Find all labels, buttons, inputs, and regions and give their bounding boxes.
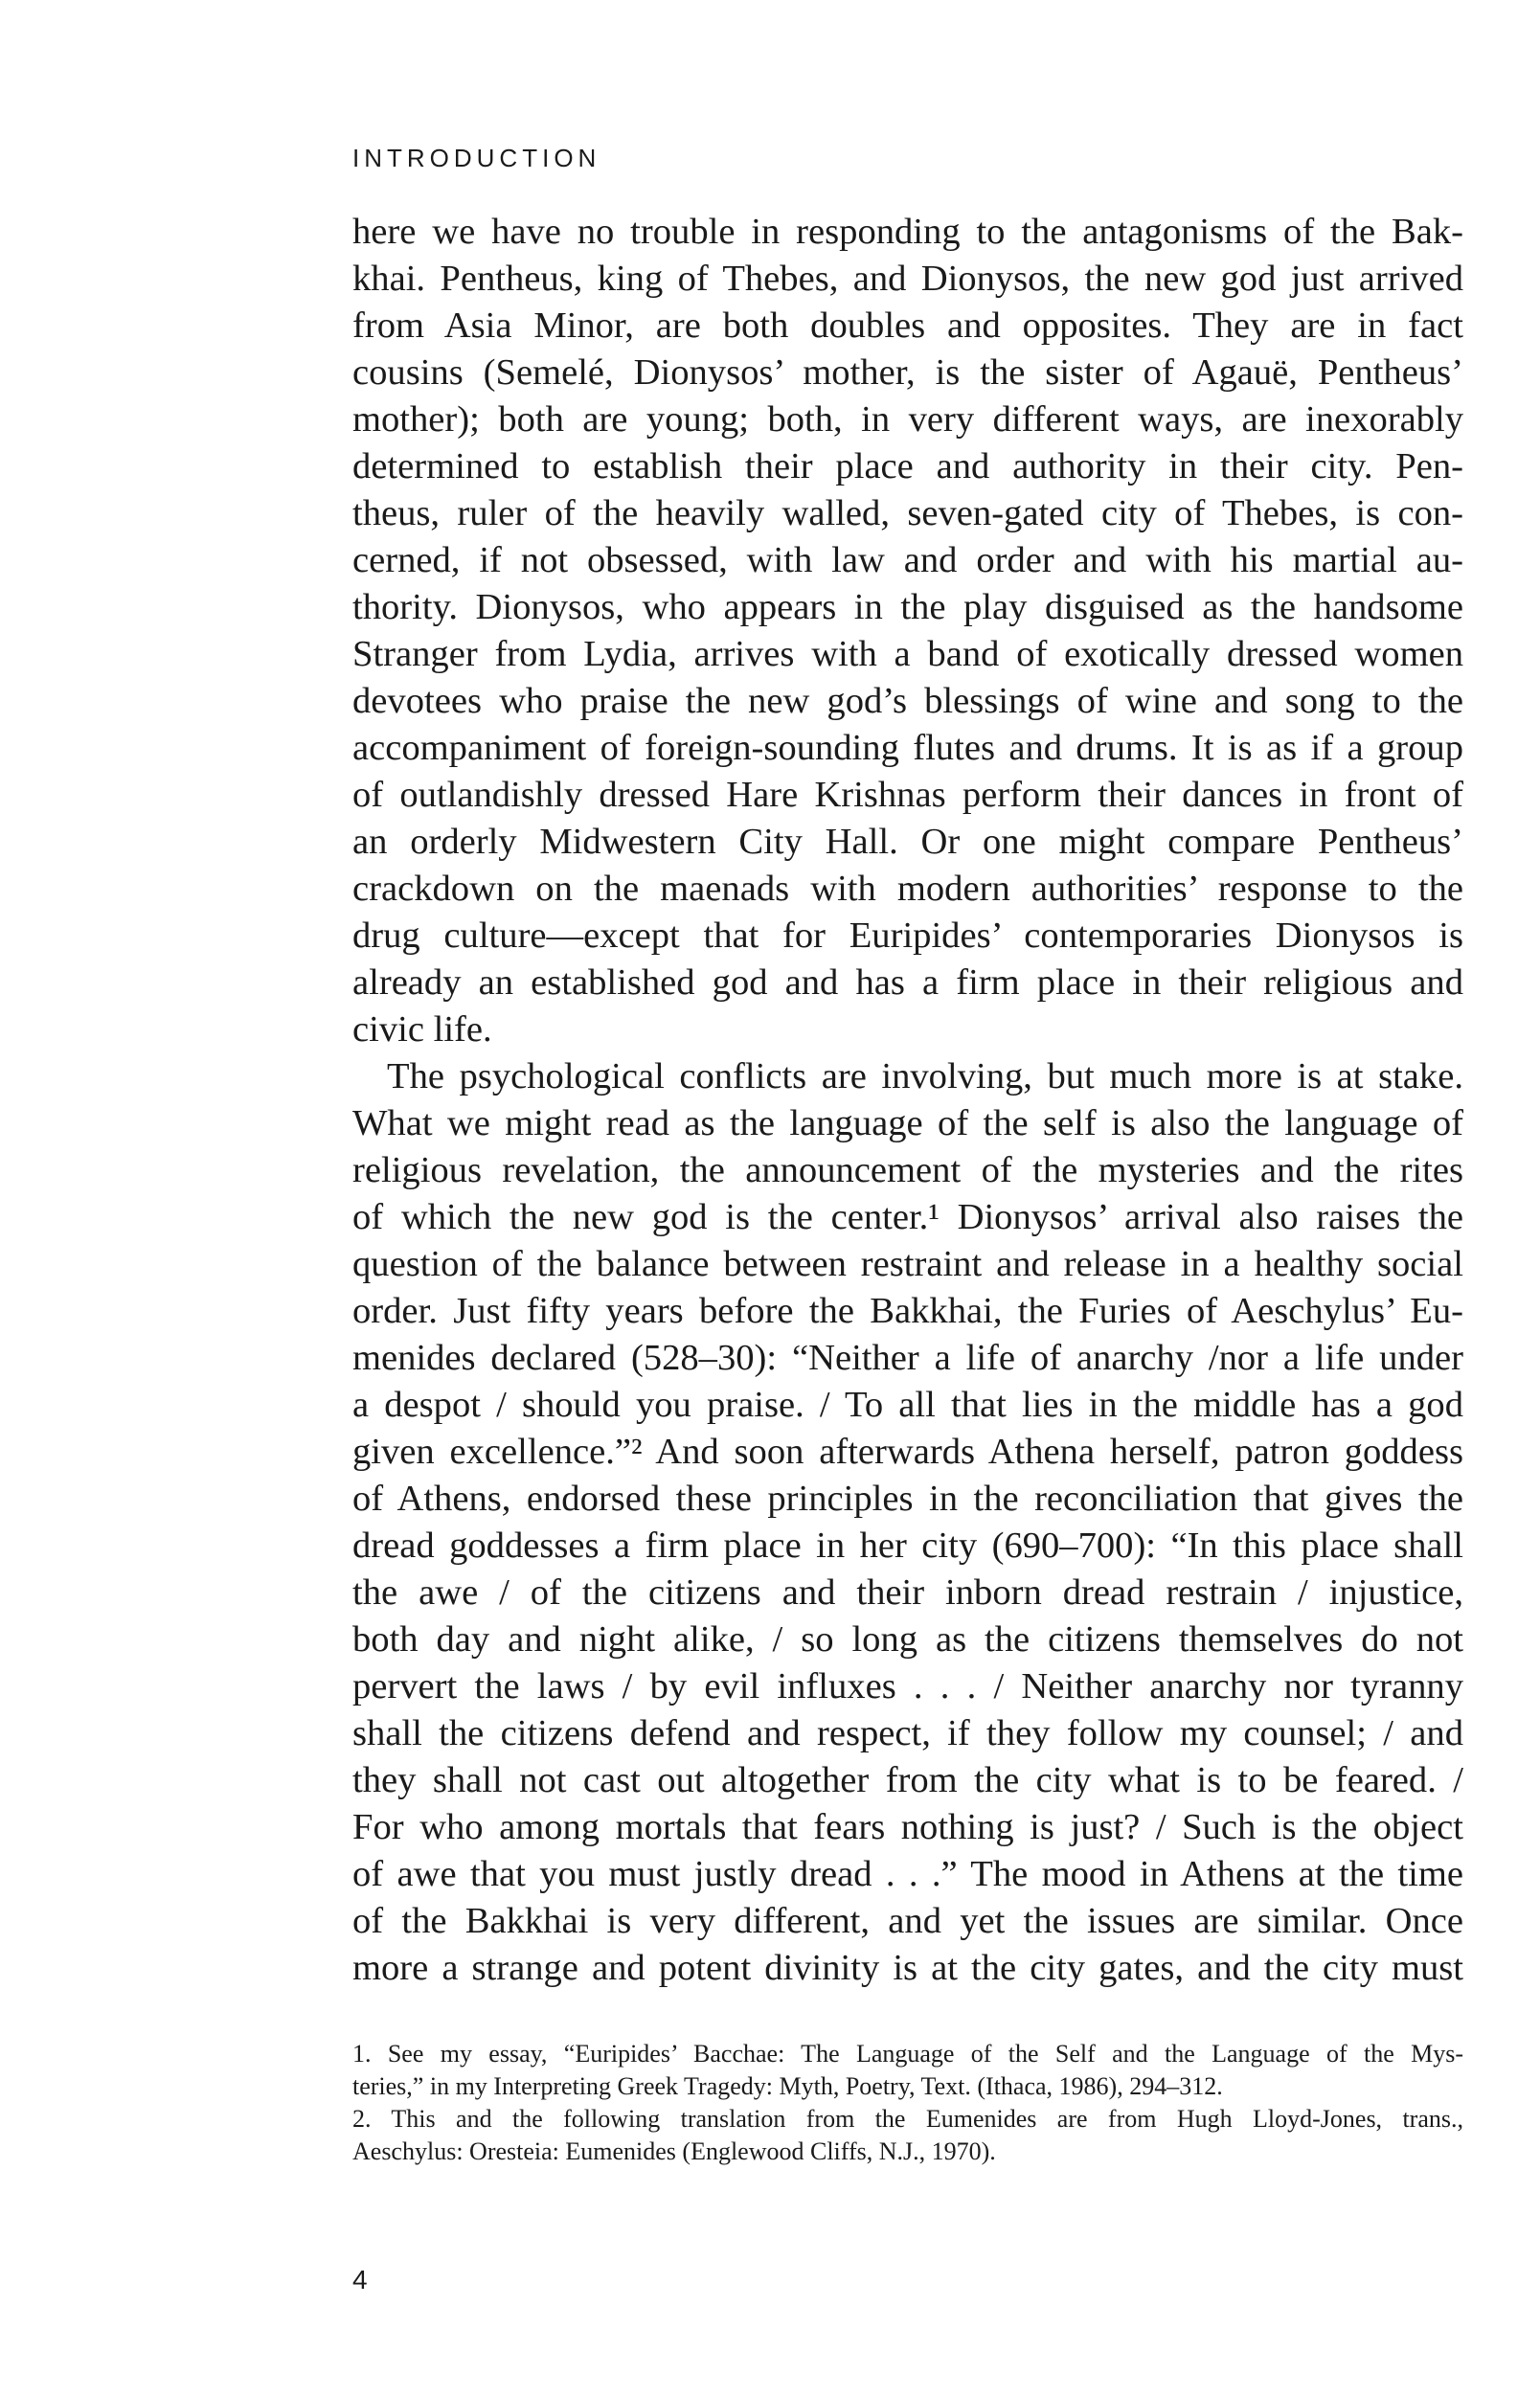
text-line: of outlandishly dressed Hare Krishnas perform their dances in front of xyxy=(352,775,1463,815)
text-line: theus, ruler of the heavily walled, seven-gated city of Thebes, is con- xyxy=(352,493,1463,533)
text-line: Stranger from Lydia, arrives with a band of exotically dressed women xyxy=(352,634,1463,674)
text-line: of awe that you must justly dread . . .” The mood in Athens at the time xyxy=(352,1854,1463,1894)
text-line: of which the new god is the center.¹ Dionysos’ arrival also raises the xyxy=(352,1197,1463,1237)
text-line: cerned, if not obsessed, with law and order and with his martial au- xyxy=(352,540,1463,580)
text-line: both day and night alike, / so long as the citizens themselves do not xyxy=(352,1619,1463,1660)
text-line: question of the balance between restraint and release in a healthy social xyxy=(352,1244,1463,1284)
text-line: The psychological conflicts are involving, but much more is at stake. xyxy=(387,1056,1463,1096)
text-line: mother); both are young; both, in very different ways, are inexorably xyxy=(352,399,1463,440)
text-line: civic life. xyxy=(352,1009,492,1050)
footnote-line: teries,” in my Interpreting Greek Tragedy: Myth, Poetry, Text. (Ithaca, 1986), 294–312. xyxy=(352,2072,1223,2100)
paragraph xyxy=(352,209,1463,1053)
running-head: INTRODUCTION xyxy=(352,144,601,172)
text-line: drug culture—except that for Euripides’ contemporaries Dionysos is xyxy=(352,915,1463,956)
text-line: dread goddesses a firm place in her city (690–700): “In this place shall xyxy=(352,1526,1463,1566)
text-line: What we might read as the language of the self is also the language of xyxy=(352,1103,1463,1143)
text-line: of the Bakkhai is very different, and yet the issues are similar. Once xyxy=(352,1901,1463,1941)
text-line: from Asia Minor, are both doubles and opposites. They are in fact xyxy=(352,305,1463,346)
text-line: a despot / should you praise. / To all that lies in the middle has a god xyxy=(352,1385,1463,1425)
paragraph xyxy=(352,1053,1463,1992)
text-line: the awe / of the citizens and their inborn dread restrain / injustice, xyxy=(352,1572,1463,1613)
text-line: order. Just fifty years before the Bakkhai, the Furies of Aeschylus’ Eu- xyxy=(352,1291,1463,1331)
text-line: shall the citizens defend and respect, if they follow my counsel; / and xyxy=(352,1713,1463,1753)
text-line: they shall not cast out altogether from the city what is to be feared. / xyxy=(352,1760,1463,1800)
text-line: given excellence.”² And soon afterwards Athena herself, patron goddess xyxy=(352,1432,1463,1472)
footnotes xyxy=(352,2038,1463,2168)
text-line: menides declared (528–30): “Neither a life of anarchy /nor a life under xyxy=(352,1338,1463,1378)
text-line: For who among mortals that fears nothing is just? / Such is the object xyxy=(352,1807,1463,1847)
text-line: more a strange and potent divinity is at the city gates, and the city must xyxy=(352,1948,1463,1988)
text-line: here we have no trouble in responding to the antagonisms of the Bak- xyxy=(352,212,1463,252)
text-line: thority. Dionysos, who appears in the play disguised as the handsome xyxy=(352,587,1463,627)
footnote-line: Aeschylus: Oresteia: Eumenides (Englewood Cliffs, N.J., 1970). xyxy=(352,2137,996,2165)
footnote xyxy=(352,2038,1463,2103)
text-line: devotees who praise the new god’s blessings of wine and song to the xyxy=(352,681,1463,721)
text-line: already an established god and has a firm place in their religious and xyxy=(352,962,1463,1003)
text-line: an orderly Midwestern City Hall. Or one might compare Pentheus’ xyxy=(352,822,1463,862)
text-line: accompaniment of foreign-sounding flutes and drums. It is as if a group xyxy=(352,728,1463,768)
text-line: pervert the laws / by evil influxes . . . / Neither anarchy nor tyranny xyxy=(352,1666,1463,1707)
page-number: 4 xyxy=(352,2265,368,2294)
text-line: crackdown on the maenads with modern authorities’ response to the xyxy=(352,869,1463,909)
footnote-line: 1. See my essay, “Euripides’ Bacchae: The Language of the Self and the Language of the Mys- xyxy=(352,2040,1463,2068)
text-line: of Athens, endorsed these principles in the reconciliation that gives the xyxy=(352,1479,1463,1519)
body-text xyxy=(352,209,1463,1992)
footnote xyxy=(352,2103,1463,2168)
text-line: cousins (Semelé, Dionysos’ mother, is the sister of Agauë, Pentheus’ xyxy=(352,352,1463,393)
text-line: religious revelation, the announcement of the mysteries and the rites xyxy=(352,1150,1463,1190)
text-line: khai. Pentheus, king of Thebes, and Dionysos, the new god just arrived xyxy=(352,259,1463,299)
text-line: determined to establish their place and authority in their city. Pen- xyxy=(352,446,1463,486)
footnote-line: 2. This and the following translation from the Eumenides are from Hugh Lloyd-Jones, trans., xyxy=(352,2105,1463,2133)
